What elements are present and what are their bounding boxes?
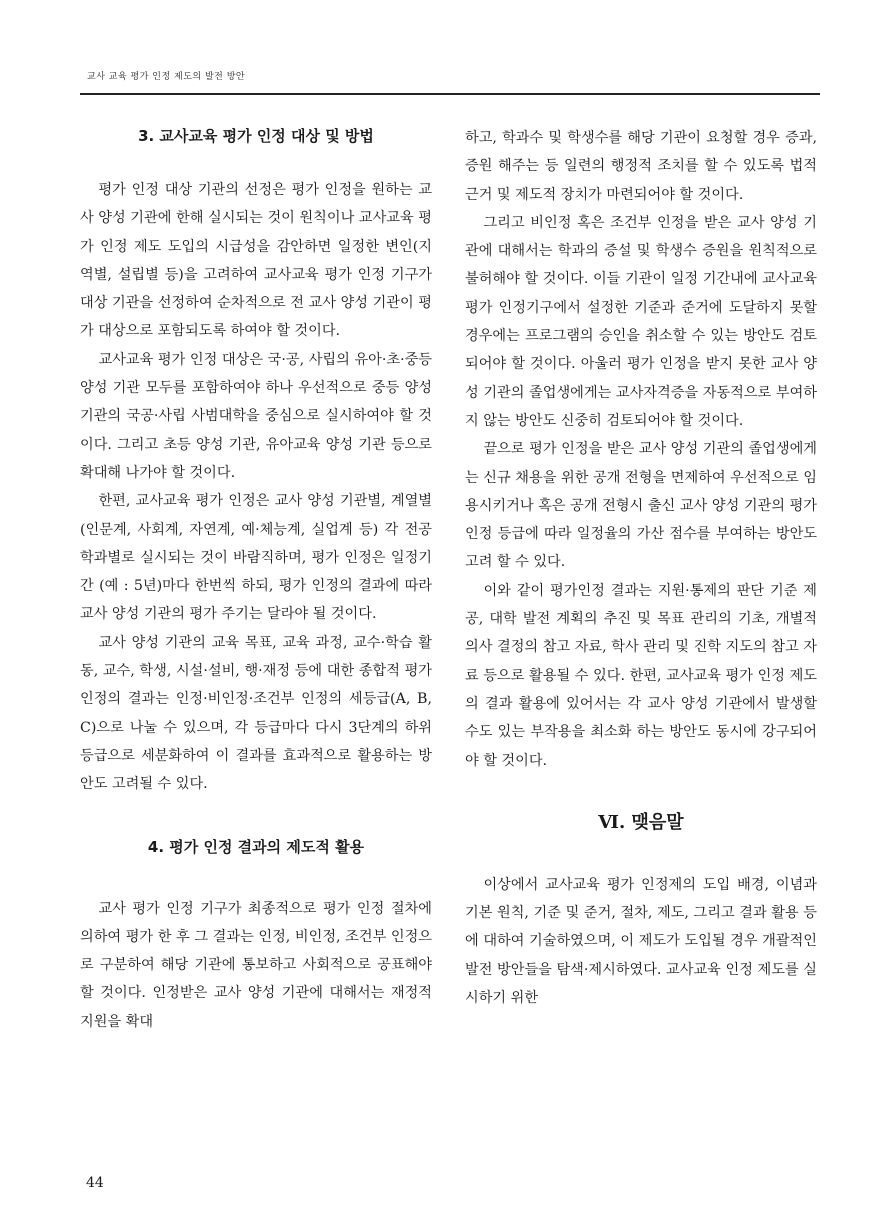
paragraph: 교사교육 평가 인정 대상은 국·공, 사립의 유아·초·중등 양성 기관 모두를 포함하여야 하나 우선적으로 중등 양성 기관의 국공·사립 사범대학을 중심으로 실시하여야 할 것이다. 그리고 초등 양성 기관, 유아교육 양성 기관 등으로 확대해 나가야 할 것이다. bbox=[80, 351, 432, 481]
paragraph: 끝으로 평가 인정을 받은 교사 양성 기관의 졸업생에게는 신규 채용을 위한 공개 전형을 면제하여 우선적으로 임용시키거나 혹은 공개 전형시 출신 교사 양성 기관의 평가 인정 등급에 따라 일정율의 가산 점수를 부여하는 방안도 고려 할 수 있다. bbox=[465, 441, 817, 571]
header-rule bbox=[80, 93, 820, 95]
right-column bbox=[465, 124, 817, 1012]
paragraph: 평가 인정 대상 기관의 선정은 평가 인정을 원하는 교사 양성 기관에 한해 실시되는 것이 원칙이나 교사교육 평가 인정 제도 도입의 시급성을 감안하면 일정한 변인(지역별, 설립별 등)을 고려하여 교사교육 평가 인정 기구가 대상 기관을 선정하여 순차적으로 전 교사 양성 기관이 평가 대상으로 포함되도록 하여야 할 것이다. bbox=[80, 182, 432, 340]
running-header: 교사 교육 평가 인정 제도의 발전 방안 bbox=[87, 72, 246, 82]
paragraph: 교사 평가 인정 기구가 최종적으로 평가 인정 절차에 의하여 평가 한 후 그 결과는 인정, 비인정, 조건부 인정으로 구분하여 해당 기관에 통보하고 사회적으로 공표해야 할 것이다. 인정받은 교사 양성 기관에 대해서는 재정적 지원을 확대 bbox=[80, 900, 432, 1030]
paragraph: 교사 양성 기관의 교육 목표, 교육 과정, 교수·학습 활동, 교수, 학생, 시설·설비, 행·재정 등에 대한 종합적 평가 인정의 결과는 인정·비인정·조건부 인정의 세등급(A, B, C)으로 나눌 수 있으며, 각 등급마다 다시 3단계의 하위 등급으로 세분화하여 이 결과를 효과적으로 활용하는 방안도 고려될 수 있다. bbox=[80, 634, 432, 793]
spacer bbox=[80, 148, 432, 176]
paragraph: 이상에서 교사교육 평가 인정제의 도입 배경, 이념과 기본 원칙, 기준 및 준거, 절차, 제도, 그리고 결과 활용 등에 대하여 기술하였으며, 이 제도가 도입될 경우 개괄적인 발전 방안들을 탐색·제시하였다. 교사교육 인정 제도를 실시하기 위한 bbox=[465, 876, 817, 1007]
spacer bbox=[465, 835, 817, 871]
paragraph: 한편, 교사교육 평가 인정은 교사 양성 기관별, 계열별(인문계, 사회계, 자연계, 예·체능계, 실업계 등) 각 전공학과별로 실시되는 것이 바람직하며, 평가 인정은 일정기간 (예 : 5년)마다 한번씩 하되, 평가 인정의 결과에 따라 교사 양성 기관의 평가 주기는 달라야 될 것이다. bbox=[80, 493, 432, 623]
paragraph: 그리고 비인정 혹은 조건부 인정을 받은 교사 양성 기관에 대해서는 학과의 증설 및 학생수 증원을 원칙적으로 불허해야 할 것이다. 이들 기관이 일정 기간내에 교사교육 평가 인정기구에서 설정한 기준과 준거에 도달하지 못할 경우에는 프로그램의 승인을 취소할 수 있는 방안도 검토되어야 할 것이다. 아울러 평가 인정을 받지 못한 교사 양성 기관의 졸업생에게는 교사자격증을 자동적으로 부여하지 않는 방안도 신중히 검토되어야 할 것이다. bbox=[465, 214, 817, 429]
left-column bbox=[80, 124, 432, 1036]
paragraph: 하고, 학과수 및 학생수를 해당 기관이 요청할 경우 증과, 증원 해주는 등 일련의 행정적 조치를 할 수 있도록 법적 근거 및 제도적 장치가 마련되어야 할 것이다. bbox=[465, 130, 817, 203]
spacer bbox=[465, 775, 817, 811]
spacer bbox=[80, 799, 432, 835]
section-6-title: Ⅵ. 맺음말 bbox=[598, 811, 684, 833]
spacer bbox=[80, 859, 432, 895]
page-number: 44 bbox=[86, 1175, 104, 1191]
paragraph: 이와 같이 평가인정 결과는 지원·통제의 판단 기준 제공, 대학 발전 계획의 추진 및 목표 관리의 기초, 개별적 의사 결정의 참고 자료, 학사 관리 및 진학 지도의 참고 자료 등으로 활용될 수 있다. 한편, 교사교육 평가 인정 제도의 결과 활용에 있어서는 각 교사 양성 기관에서 발생할 수도 있는 부작용을 최소화 하는 방안도 동시에 강구되어야 할 것이다. bbox=[465, 582, 817, 769]
section-3-title: 3. 교사교육 평가 인정 대상 및 방법 bbox=[138, 127, 374, 145]
section-4-title: 4. 평가 인정 결과의 제도적 활용 bbox=[147, 837, 365, 856]
